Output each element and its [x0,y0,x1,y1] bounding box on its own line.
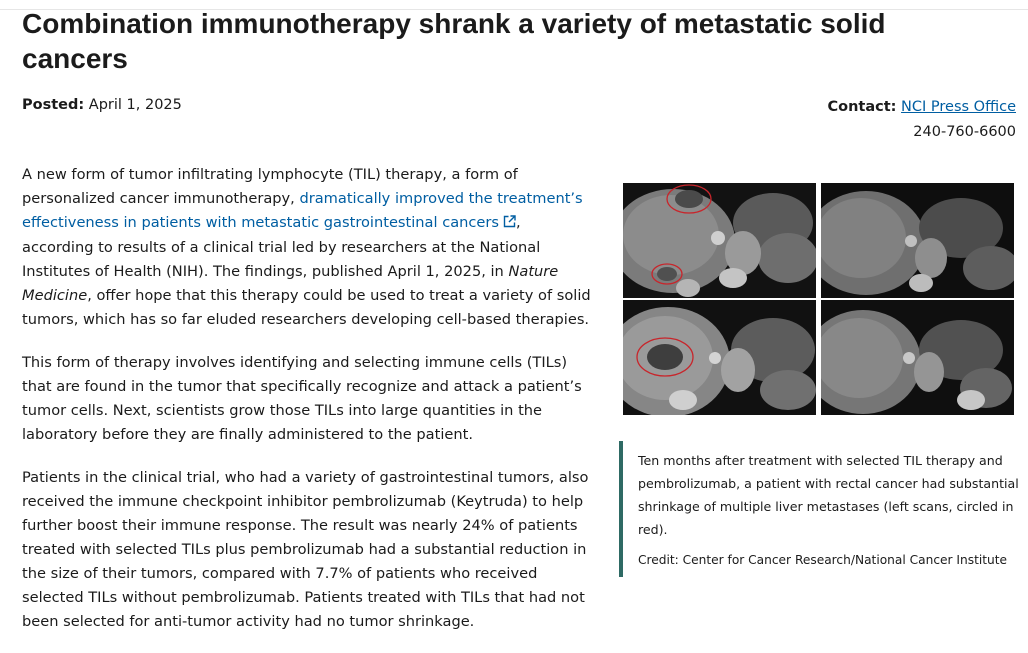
contact-line [827,95,1016,120]
paragraph-1-text-b: , according to results of a clinical trial led by researchers at the National Institutes of Health (NIH). The findings, published April 1, 2025, in [22,214,541,280]
scan-bottom-right [821,300,1014,415]
study-link-text[interactable]: dramatically improved the treatment’s effectiveness in patients with metastatic gastrointestinal cancers [22,190,583,231]
paragraph-1-text-a: A new form of tumor infiltrating lymphocyte (TIL) therapy, a form of personalized cancer immunotherapy, [22,166,518,207]
caption-text: Ten months after treatment with selected TIL therapy and pembrolizumab, a patient with rectal cancer had substantial shrinkage of multiple liver metastases (left scans, circled in red). [638,453,1019,537]
posted-label: Posted: [22,97,85,113]
scan-top-right [821,183,1014,298]
paragraph-1-text-c: , offer hope that this therapy could be used to treat a variety of solid tumors, which has so far eluded researchers developing cell-based therapies. [22,287,591,328]
article-body [22,163,592,653]
journal-name: Nature Medicine [22,263,559,304]
contact-phone: 240-760-6600 [913,124,1016,140]
contact-block [827,95,1016,145]
press-office-link[interactable]: NCI Press Office [901,99,1016,115]
paragraph-2: This form of therapy involves identifying and selecting immune cells (TILs) that are found in the tumor that specifically recognize and attack a patient’s tumor cells. Next, scientists grow those TILs into large quantities in the laboratory before they are finally administered to the patient. [22,354,582,443]
scan-bottom-left [623,300,816,415]
external-link-icon [503,212,516,236]
caption-credit: Credit: Center for Cancer Research/National Cancer Institute [638,553,1008,567]
posted-date: April 1, 2025 [88,97,182,113]
figure-caption [619,441,1019,577]
page-title: Combination immunotherapy shrank a variety of metastatic solid cancers [22,8,886,74]
paragraph-1 [22,163,592,332]
paragraph-3: Patients in the clinical trial, who had a variety of gastrointestinal tumors, also received the immune checkpoint inhibitor pembrolizumab (Keytruda) to help further boost their immune response. The result was nearly 24% of patients treated with selected TILs plus pembrolizumab had a substantial reduction in the size of their tumors, compared with 7.7% of patients who received selected TILs without pembrolizumab. Patients treated with TILs that had not been selected for anti-tumor activity had no tumor shrinkage. [22,469,589,630]
mri-scan-figure [623,183,1014,415]
contact-label: Contact: [827,99,897,115]
scan-top-left [623,183,816,298]
posted-line [22,95,182,115]
